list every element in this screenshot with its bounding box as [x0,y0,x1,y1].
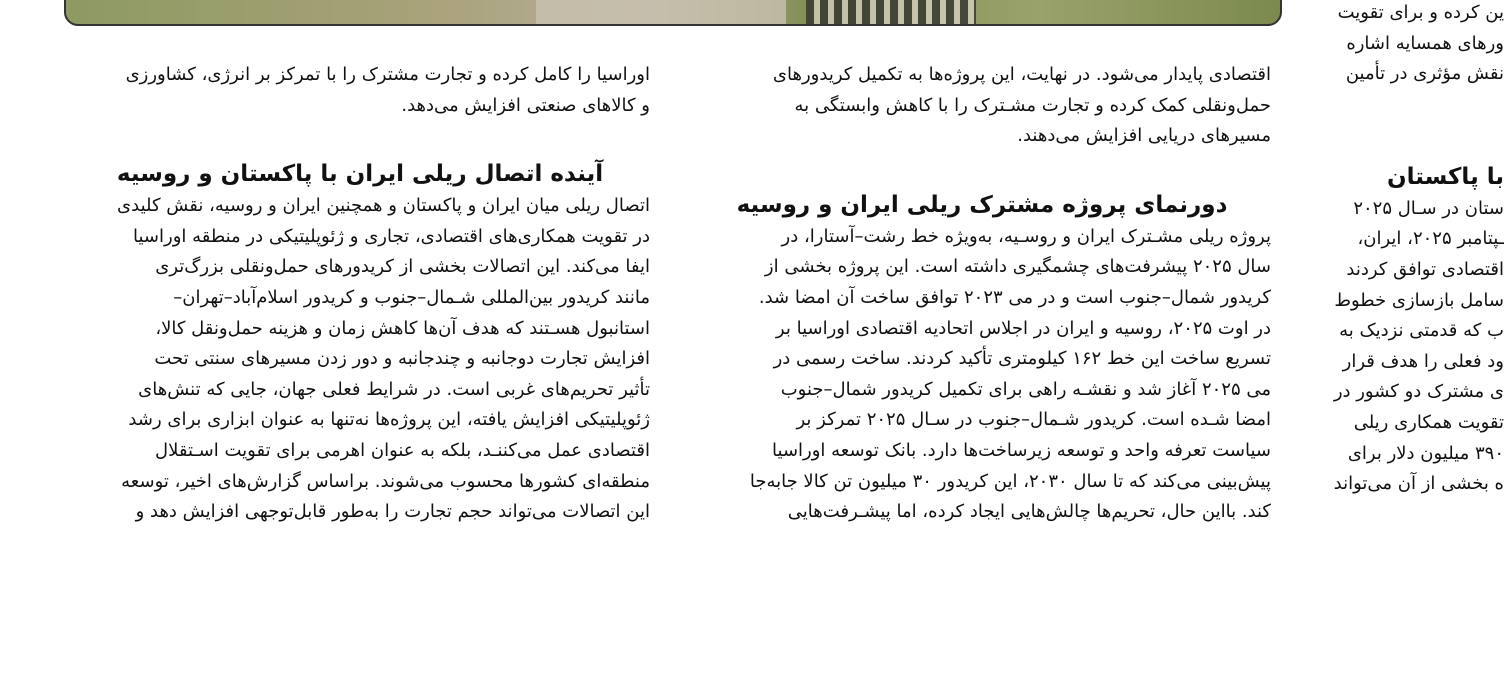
left-intro-line: و کالاهای صنعتی افزایش می‌دهد. [401,94,650,116]
right-body-line: ه بخشی از آن می‌تواند [1333,473,1504,495]
left-body-line: استانبول هسـتند که هدف آن‌ها کاهش زمان و هزینه حمل‌ونقل کالا، [155,317,650,339]
middle-body-line: پروژه ریلی مشـترک ایران و روسـیه، به‌ویژه خط رشت–آستارا، در [781,225,1271,247]
middle-body-line: کند. بااین حال، تحریم‌ها چالش‌هایی ایجاد کرده، اما پیشـرفت‌هایی [787,501,1271,523]
middle-column [693,60,1271,528]
left-body-line: ایفا می‌کند. این اتصالات بخشی از کریدورهای حمل‌ونقلی بزرگ‌تری [155,256,650,278]
right-top-line: نقش مؤثری در تأمین [1345,63,1504,85]
right-top-line: ورهای همسایه اشاره [1346,32,1504,54]
middle-body-line: کریدور شمال–جنوب است و در می ۲۰۲۳ توافق ساخت آن امضا شد. [758,286,1271,308]
middle-heading: دورنمای پروژه مشترک ریلی ایران و روسیه [736,191,1228,218]
right-body-line: سامل بازسازی خطوط [1334,289,1504,311]
middle-body-line: امضا شـده است. کریدور شـمال–جنوب در سـال ۲۰۲۵ تمرکز بر [796,409,1271,431]
middle-body-line: پیش‌بینی می‌کند که تا سال ۲۰۳۰، این کریدور ۳۰ میلیون تن کالا جابه‌جا [749,470,1271,492]
middle-intro-line: اقتصادی پایدار می‌شود. در نهایت، این پروژه‌ها به تکمیل کریدورهای [772,64,1271,85]
middle-intro-line: حمل‌ونقلی کمک کرده و تجارت مشـترک را با کاهش وابستگی به [794,94,1271,116]
middle-body-line: در اوت ۲۰۲۵، روسیه و ایران در اجلاس اتحادیه اقتصادی اوراسیا بر [775,317,1271,339]
right-body-line: ستان در سـال ۲۰۲۵ [1353,197,1504,219]
photo-rail-track [806,0,976,24]
right-body-line: تقویت همکاری ریلی [1353,411,1504,433]
middle-body-line: سال ۲۰۲۵ پیشرفت‌های چشمگیری داشته است. این پروژه بخشی از [764,256,1271,278]
left-body-line: تأثیر تحریم‌های غربی است. در شرایط فعلی جهان، جایی که تنش‌های [138,378,650,400]
left-body-line: ژئوپلیتیکی افزایش یافته، این پروژه‌ها نه‌تنها به عنوان ابزاری برای رشد [128,409,650,431]
right-heading: با پاکستان [1387,163,1504,190]
left-body-line: منطقه‌ای کشورها محسوب می‌شوند. براساس گزارش‌های اخیر، توسعه [121,470,650,492]
right-body-line: اقتصادی توافق کردند [1346,258,1504,280]
right-top-line: ین کرده و برای تقویت [1337,2,1504,23]
right-body-line: ی مشترک دو کشور در [1333,381,1504,403]
left-body-line: اقتصادی عمل می‌کننـد، بلکه به عنوان اهرمی برای تقویت اسـتقلال [155,439,650,461]
left-body-line: اتصال ریلی میان ایران و پاکستان و همچنین ایران و روسیه، نقش کلیدی [117,195,650,217]
left-body-line: مانند کریدور بین‌المللی شـمال–جنوب و کریدور اسلام‌آباد–تهران– [173,286,650,308]
left-intro-line: اوراسیا را کامل کرده و تجارت مشترک را با تمرکز بر انرژی، کشاورزی [125,64,650,85]
middle-body-line: می ۲۰۲۵ آغاز شد و نقشـه راهی برای تکمیل کریدور شمال–جنوب [780,378,1271,400]
right-column [1304,0,1504,688]
middle-body-line: تسریع ساخت این خط ۱۶۲ کیلومتری تأکید کردند. ساخت رسمی در [773,348,1271,370]
right-body-line: ـپتامبر ۲۰۲۵، ایران، [1357,228,1504,250]
right-body-line: ود فعلی را هدف قرار [1342,350,1504,372]
left-body-line: این اتصالات می‌تواند حجم تجارت را به‌طور قابل‌توجهی افزایش دهد و [135,501,650,523]
article-photo [64,0,1282,26]
left-heading: آینده اتصال ریلی ایران با پاکستان و روسیه [116,161,604,188]
right-body-line: ب که قدمتی نزدیک به [1339,320,1504,342]
photo-stone-area [536,0,786,24]
right-body-line: ۳۹۰ میلیون دلار برای [1347,442,1504,464]
left-body-line: افزایش تجارت دوجانبه و چندجانبه و دور زدن مسیرهای سنتی تحت [154,348,650,370]
left-column [70,60,650,528]
left-body-line: در تقویت همکاری‌های اقتصادی، تجاری و ژئوپلیتیکی در منطقه اوراسیا [133,225,650,247]
middle-body-line: سیاست تعرفه واحد و توسعه زیرساخت‌ها دارد. بانک توسعه اوراسیا [772,439,1271,461]
middle-intro-line: مسیرهای دریایی افزایش می‌دهند. [1017,125,1271,147]
